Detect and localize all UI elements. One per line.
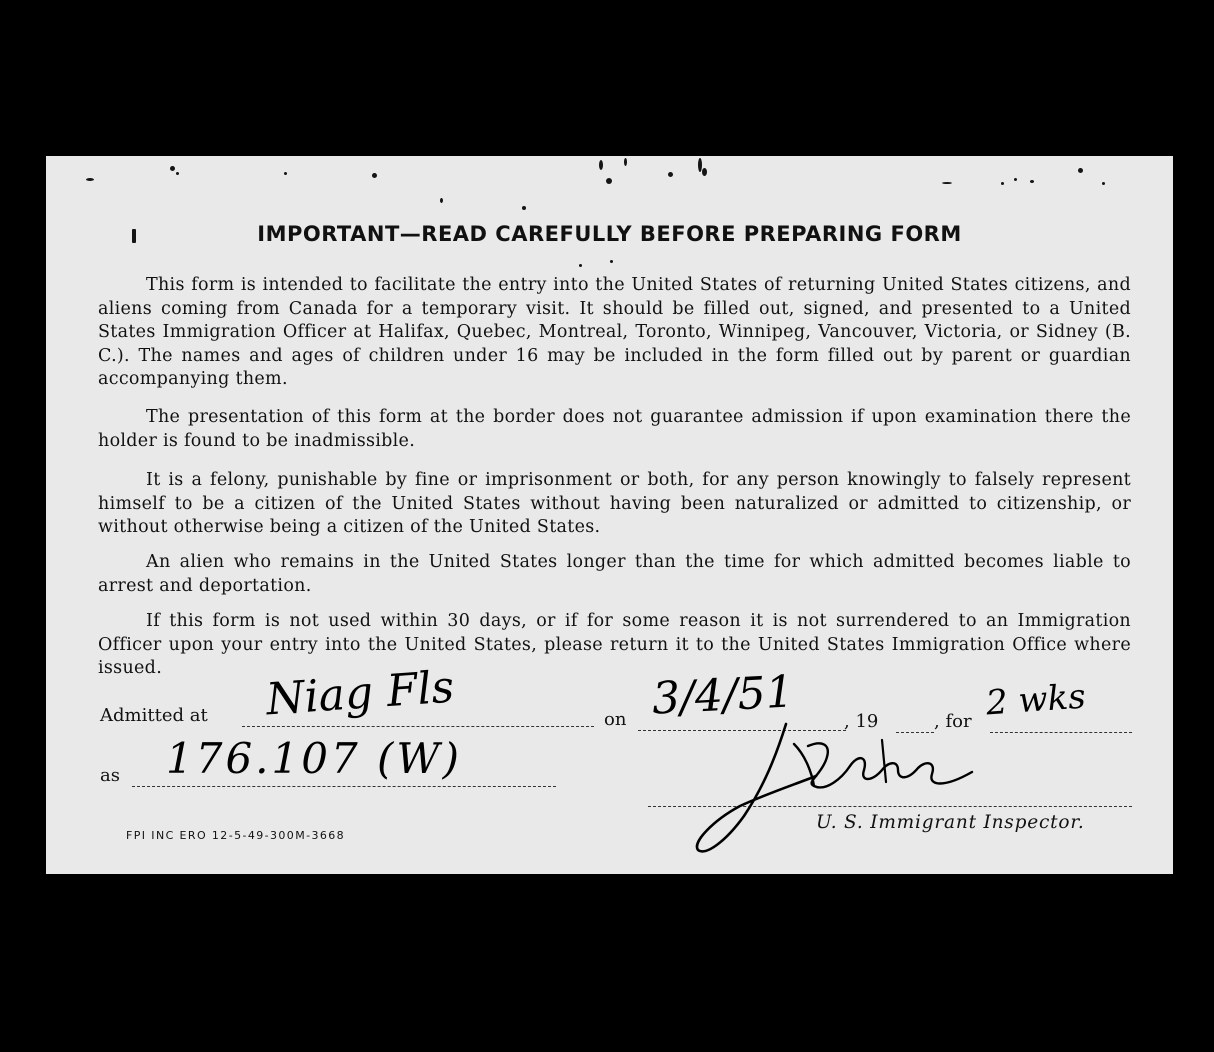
admitted-at-handwritten: Niag Fls bbox=[264, 661, 456, 726]
paragraph-text: The presentation of this form at the border does not guarantee admission if upon examination there the holder is found to be inadmissible. bbox=[98, 407, 1131, 451]
paragraph-text: This form is intended to facilitate the entry into the United States of returning United States citizens, and aliens coming from Canada for a temporary visit. It should be filled out, signed, and presented to a United States Immigration Officer at Halifax, Quebec, Montreal, Toronto, Winnipeg, Vancouver, Victoria, or Sidney (B. C.). The names and ages of children under 16 may be included in the form filled out by parent or guardian accompanying them. bbox=[98, 275, 1131, 389]
paragraph-text: If this form is not used within 30 days, or if for some reason it is not surrendered to an Immigration Officer upon your entry into the United States, please return it to the United States Immigration Office where issued. bbox=[98, 611, 1131, 678]
paragraph-purpose bbox=[98, 274, 1131, 392]
form-heading: IMPORTANT—READ CAREFULLY BEFORE PREPARING FORM bbox=[257, 222, 962, 246]
for-line bbox=[990, 732, 1132, 733]
for-label: , for bbox=[934, 711, 972, 732]
paragraph-no-guarantee bbox=[98, 406, 1131, 453]
print-code: FPI INC ERO 12-5-49-300M-3668 bbox=[126, 829, 346, 842]
paragraph-text: It is a felony, punishable by fine or imprisonment or both, for any person knowingly to falsely represent himself to be a citizen of the United States without having been naturalized or admitted to citizenship, or without otherwise being a citizen of the United States. bbox=[98, 470, 1131, 537]
as-line bbox=[132, 786, 556, 787]
paragraph-felony-warning bbox=[98, 469, 1131, 540]
inspector-signature bbox=[636, 716, 976, 866]
on-label: on bbox=[604, 709, 627, 730]
paragraph-return-form bbox=[98, 610, 1131, 681]
admitted-at-line bbox=[242, 726, 594, 727]
as-handwritten: 176.107 (W) bbox=[166, 734, 462, 783]
inspector-caption: U. S. Immigrant Inspector. bbox=[816, 812, 1085, 833]
immigration-form-card bbox=[46, 156, 1173, 874]
date-handwritten: 3/4/51 bbox=[650, 666, 795, 725]
paragraph-deportation bbox=[98, 551, 1131, 598]
paragraph-text: An alien who remains in the United States longer than the time for which admitted becomes liable to arrest and deportation. bbox=[98, 552, 1131, 596]
year-label: , 19 bbox=[844, 711, 879, 732]
admitted-at-label: Admitted at bbox=[100, 705, 208, 726]
as-label: as bbox=[100, 765, 120, 786]
for-handwritten: 2 wks bbox=[984, 676, 1087, 724]
